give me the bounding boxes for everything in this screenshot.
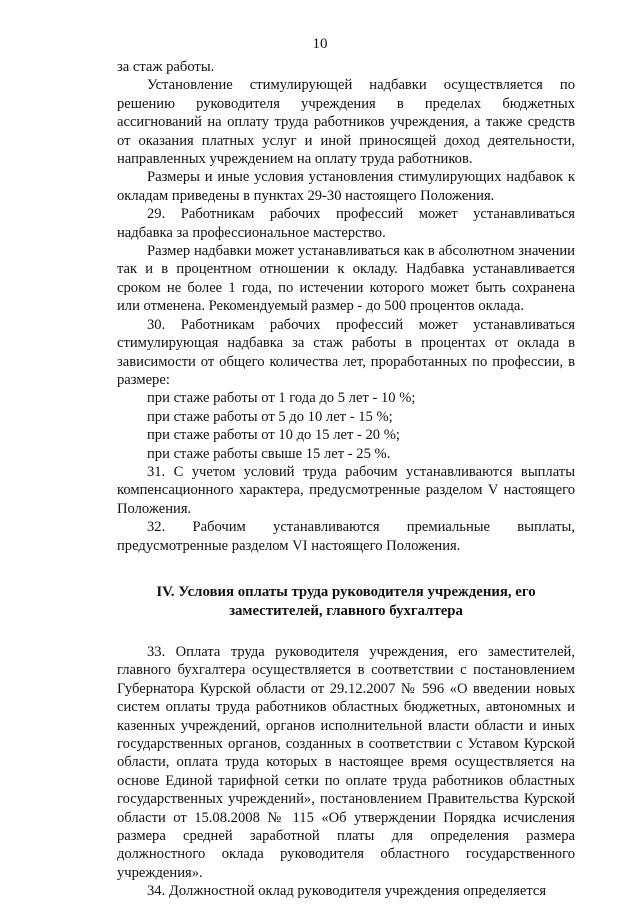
paragraph-30: 30. Работникам рабочих профессий может устанавливаться стимулирующая надбавка за стаж работы в процентах от оклада в зависимости от общего количества лет, проработанных по профессии, в размере: — [117, 316, 575, 388]
paragraph-bonus-size: Размер надбавки может устанавливаться как в абсолютном значении так и в процентном отношении к окладу. Надбавка устанавливается сроком не более 1 года, по истечении которого может быть сохранена или отменена. Рекомендуемый размер - до 500 процентов оклада. — [117, 243, 575, 315]
list-item: при стаже работы от 1 года до 5 лет - 10 %; — [147, 390, 416, 407]
section-heading — [117, 583, 575, 621]
list-item: при стаже работы свыше 15 лет - 25 %. — [147, 445, 391, 462]
paragraph-incentive-sizes: Размеры и иные условия установления стимулирующих надбавок к окладам приведены в пунктах 29-30 настоящего Положения. — [117, 169, 575, 204]
paragraph-32: 32. Рабочим устанавливаются премиальные выплаты, предусмотренные разделом VI настоящего Положения. — [117, 519, 575, 554]
paragraph-31: 31. С учетом условий труда рабочим устанавливаются выплаты компенсационного характера, предусмотренные разделом V настоящего Положения. — [117, 463, 575, 517]
document-body — [117, 58, 575, 901]
paragraph-33: 33. Оплата труда руководителя учреждения, его заместителей, главного бухгалтера осуществляется в соответствии с постановлением Губернатора Курской области от 29.12.2007 № 596 «О введении новых систем оплаты труда работников областных бюджетных, автономных и казенных учреждений, органов исполнительной власти области и иных государственных органов, созданных в соответствии с Уставом Курской области, оплата труда которых в настоящее время осуществляется на основе Единой тарифной сетки по оплате труда работников областных государственных учреждений», постановлением Правительства Курской области от 15.08.2008 № 115 «Об утверждении Порядка исчисления размера средней заработной платы для определения размера должностного оклада руководителя областного государственного учреждения». — [117, 643, 575, 881]
section-heading-line2: заместителей, главного бухгалтера — [229, 602, 463, 619]
page-number: 10 — [312, 36, 328, 52]
paragraph-29: 29. Работникам рабочих профессий может устанавливаться надбавка за профессиональное мастерство. — [117, 206, 575, 241]
paragraph-34: 34. Должностной оклад руководителя учреждения определяется — [147, 883, 547, 900]
paragraph-incentive-basis: Установление стимулирующей надбавки осуществляется по решению руководителя учреждения в пределах бюджетных ассигнований на оплату труда работников учреждения, а также средств от оказания платных услуг и иной приносящей доход деятельности, направленных учреждением на оплату труда работников. — [117, 77, 575, 168]
list-item: при стаже работы от 5 до 10 лет - 15 %; — [147, 408, 393, 425]
paragraph-continuation: за стаж работы. — [117, 59, 215, 75]
list-item: при стаже работы от 10 до 15 лет - 20 %; — [147, 427, 400, 444]
section-heading-line1: IV. Условия оплаты труда руководителя учреждения, его — [156, 583, 536, 600]
seniority-list — [117, 389, 575, 463]
